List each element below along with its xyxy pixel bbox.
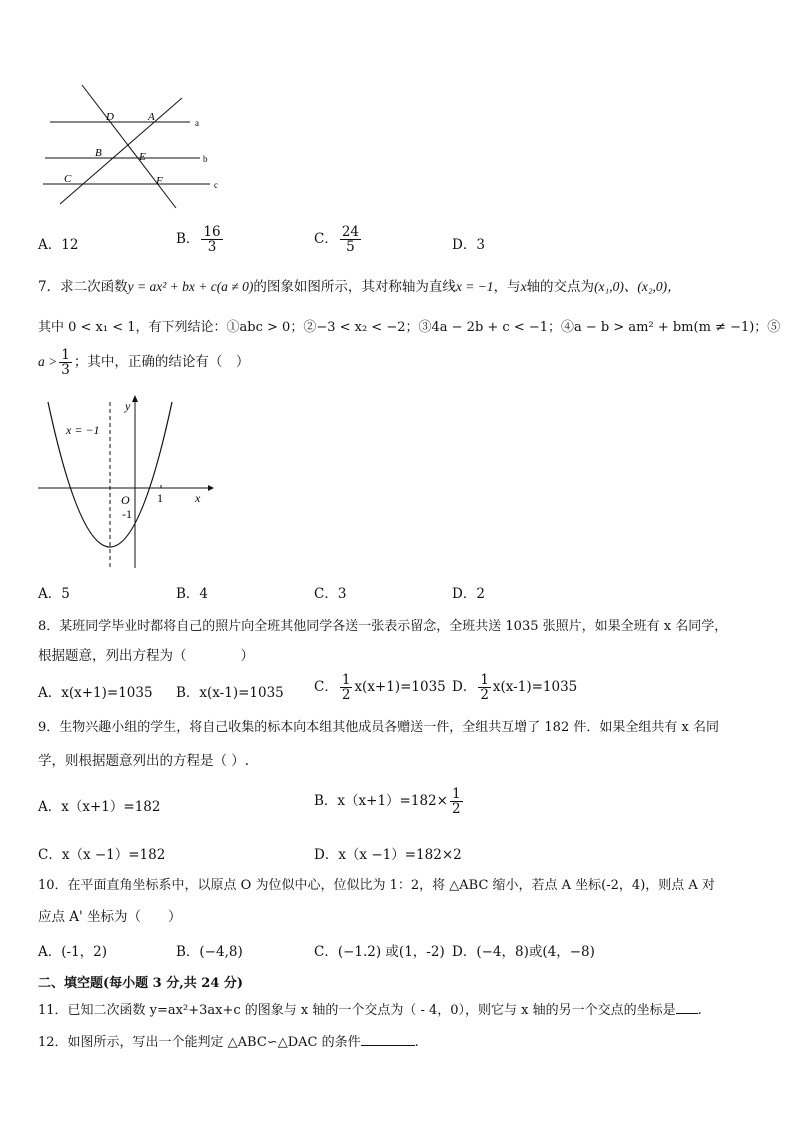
q10-option-b[interactable]: B．(−4,8) (176, 944, 243, 960)
q8-option-c[interactable]: C． $\frac{1}{2}$ x(x+1)=1035 (314, 672, 446, 704)
q6-option-a[interactable]: A．12 (38, 237, 79, 253)
parabola-graph (36, 392, 216, 572)
q7-option-d[interactable]: D．2 (452, 586, 485, 602)
section-title: 二、填空题(每小题 3 分,共 24 分) (38, 976, 244, 991)
q10-option-a[interactable]: A．(-1，2) (38, 944, 108, 960)
q6-option-c-label: C． (314, 231, 338, 248)
axis-equation-label: x = −1 (66, 423, 100, 437)
neg-one-label: -1 (122, 507, 132, 521)
label-A: A (148, 111, 155, 123)
q12-line: 12．如图所示，写出一个能判定 △ABC∽△DAC 的条件 . (38, 1035, 419, 1050)
label-E: E (139, 151, 146, 163)
q10-line-1: 10．在平面直角坐标系中，以原点 O 为位似中心，位似比为 1：2，将 △ABC 缩小，若点 A 坐标(-2，4)，则点 A 对 (38, 878, 715, 893)
q7-option-a[interactable]: A．5 (38, 586, 70, 602)
q9-line-1: 9．生物兴趣小组的学生，将自己收集的标本向本组其他成员各赠送一件，全组共互增了 182 件．如果全组共有 x 名同 (38, 720, 719, 735)
q9-option-b[interactable]: B．x（x+1）=182× $\frac{1}{2}$ (314, 786, 461, 818)
q8-option-a[interactable]: A．x(x+1)=1035 (38, 685, 153, 701)
label-D: D (106, 111, 114, 123)
q9-line-2: 学，则根据题意列出的方程是（ ）. (38, 753, 250, 769)
q8-line-1: 8．某班同学毕业时都将自己的照片向全班其他同学各送一张表示留念，全班共送 1035 张照片，如果全班有 x 名同学， (38, 619, 728, 634)
parallel-lines-figure (40, 80, 230, 220)
q8-option-d[interactable]: D． $\frac{1}{2}$ x(x-1)=1035 (452, 672, 578, 704)
q9-option-a[interactable]: A．x（x+1）=182 (38, 799, 161, 815)
label-B: B (95, 147, 102, 159)
tick-one-label: 1 (157, 491, 163, 505)
label-a: a (195, 118, 199, 128)
q7-line-1: 7．求二次函数y = ax² + bx + c(a ≠ 0)的图象如图所示，其对称轴为直线x = −1，与x轴的交点为(x₁,0)、(x₂,0)， (38, 279, 681, 295)
q6-option-b-fraction: $\frac{16}{3}$ (203, 224, 221, 256)
q9-option-c[interactable]: C．x（x −1）=182 (38, 847, 166, 863)
q10-option-c[interactable]: C．(−1.2) 或(1，-2) (314, 944, 445, 960)
q6-option-d[interactable]: D．3 (452, 237, 485, 253)
q7-option-b[interactable]: B．4 (176, 586, 209, 602)
label-b: b (203, 154, 208, 164)
y-axis-label: y (125, 399, 131, 413)
q12-answer-blank[interactable] (361, 1045, 415, 1046)
q7-line-3: a > $\frac{1}{3}$ ；其中，正确的结论有（ ） (38, 347, 250, 379)
q6-option-b[interactable] (176, 225, 225, 254)
q7-option-c[interactable]: C．3 (314, 586, 347, 602)
q8-option-b[interactable]: B．x(x-1)=1035 (176, 685, 284, 701)
label-C: C (64, 173, 72, 185)
label-F: F (156, 175, 163, 187)
q8-line-2: 根据题意，列出方程为（ ） (38, 648, 254, 664)
q9-option-d[interactable]: D．x（x −1）=182×2 (314, 847, 462, 863)
x-axis-label: x (195, 491, 201, 505)
origin-label: O (121, 493, 130, 507)
label-c: c (214, 180, 218, 190)
q6-option-b-label: B． (176, 231, 200, 248)
q10-line-2: 应点 A' 坐标为（ ） (38, 909, 182, 925)
q6-option-c[interactable] (314, 225, 363, 254)
q11-line: 11．已知二次函数 y=ax²+3ax+c 的图象与 x 轴的一个交点为（ - 4，0），则它与 x 轴的另一个交点的坐标是 . (38, 1003, 702, 1018)
q6-option-c-fraction: $\frac{24}{5}$ (341, 224, 360, 256)
q10-option-d[interactable]: D．(−4，8)或(4，−8) (452, 944, 595, 960)
q11-answer-blank[interactable] (676, 1013, 698, 1014)
q7-line-2: 其中 0 < x₁ < 1，有下列结论：①abc > 0；②−3 < x₂ < −2；③4a − 2b + c < −1；④a − b > am² + bm(m ≠ −1)；⑤ (38, 320, 781, 335)
